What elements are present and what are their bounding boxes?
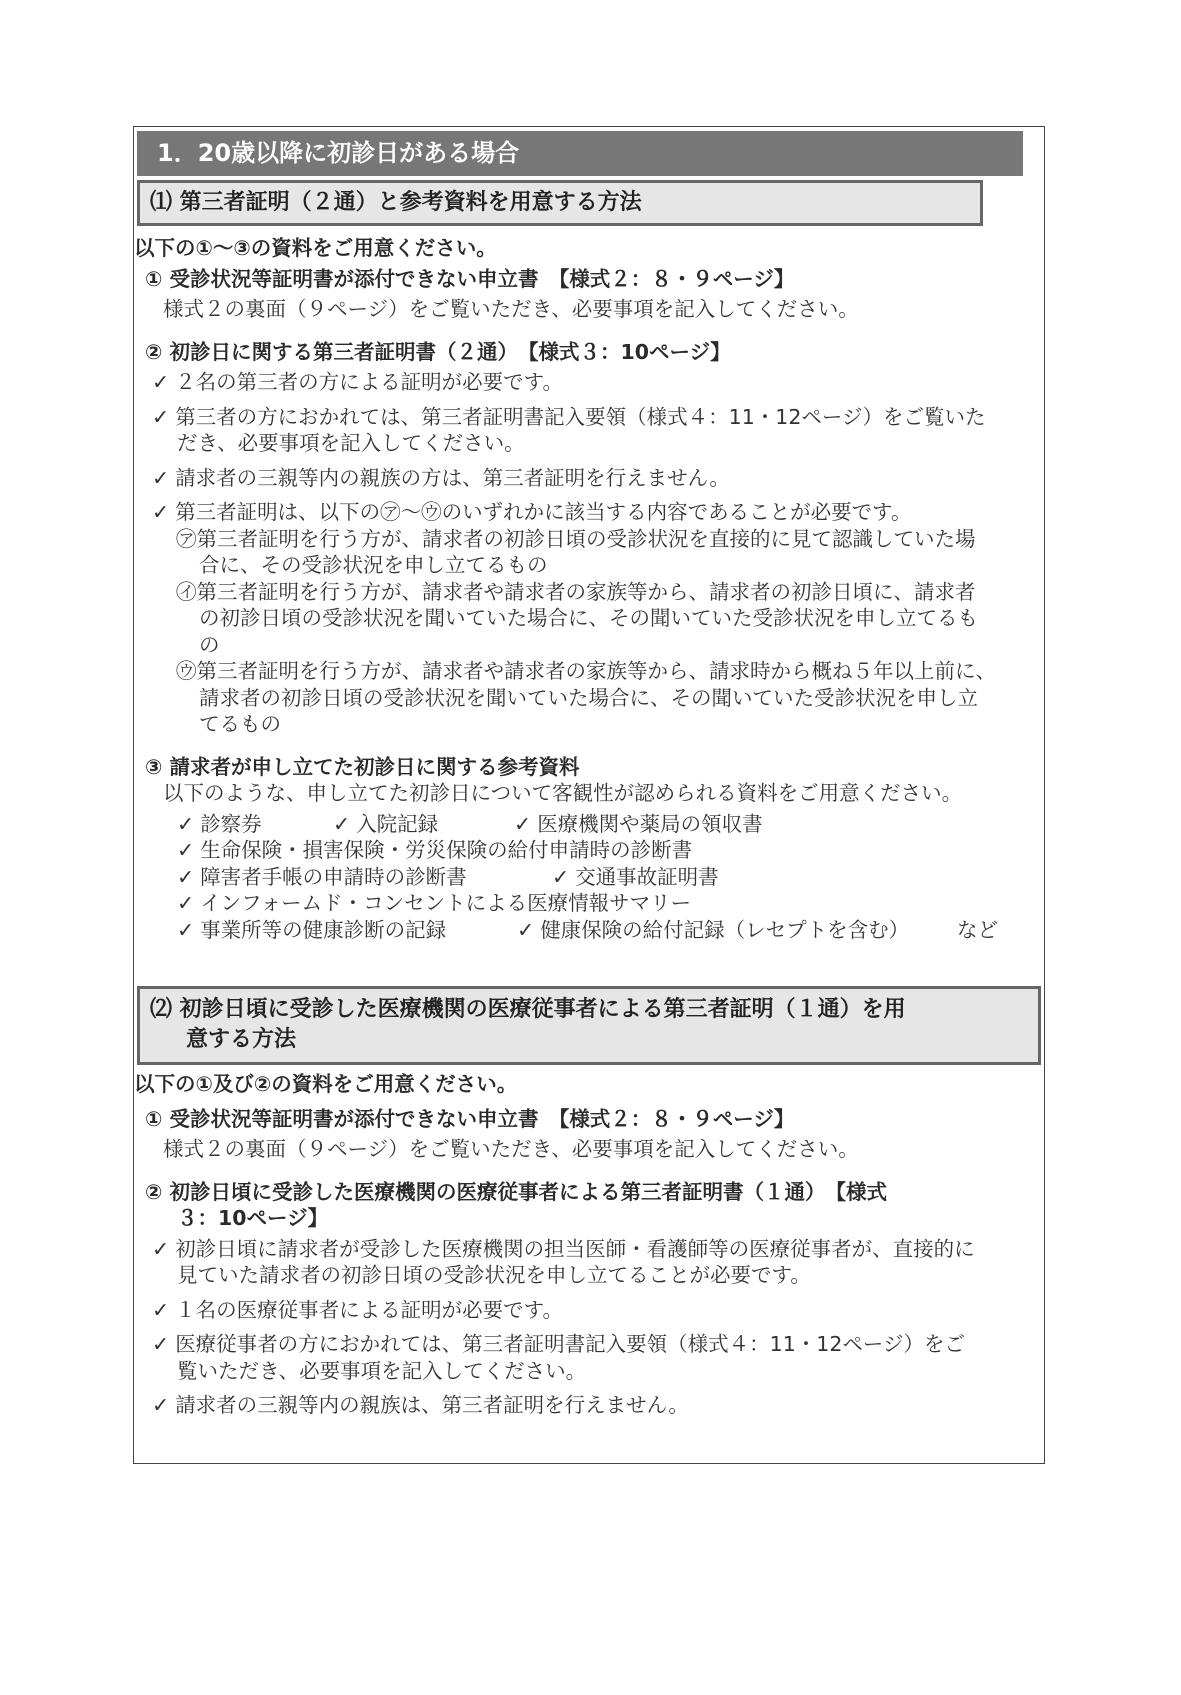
method1-intro: 以下の①～③の資料をご用意ください。 <box>134 236 497 260</box>
check-icon: ✓ <box>177 864 195 889</box>
subitem-u-cont: てるもの <box>199 712 281 736</box>
method1-content <box>134 235 1044 942</box>
document-frame <box>133 126 1045 1464</box>
check-icon: ✓ <box>517 917 535 942</box>
method2-heading-line: 意する方法 <box>186 1027 297 1052</box>
check-text-cont: 見ていた請求者の初診日頃の受診状況を申し立てることが必要です。 <box>177 1263 811 1287</box>
material-text: 生命保険・損害保険・労災保険の給付申請時の診断書 <box>200 838 693 862</box>
check-icon: ✓ <box>177 811 195 836</box>
material-text: 事業所等の健康診断の記録 <box>200 917 447 942</box>
materials-etc: など <box>957 917 998 942</box>
check-icon: ✓ <box>177 917 195 942</box>
item1-title: ① 受診状況等証明書が添付できない申立書 【様式２：８・９ページ】 <box>145 1106 795 1131</box>
item2-title: ② 初診日に関する第三者証明書（２通） 【様式３：10ページ】 <box>145 339 731 364</box>
check-icon: ✓ <box>514 811 532 836</box>
check-text: 医療従事者の方におかれては、第三者証明書記入要領（様式４：11・12ページ）をご <box>175 1332 965 1356</box>
check-icon: ✓ <box>152 370 170 394</box>
material-text: 交通事故証明書 <box>575 864 719 889</box>
check-text: 請求者の三親等内の親族の方は、第三者証明を行えません。 <box>175 465 730 490</box>
subitem-a-cont: 合に、その受診状況を申し立てるもの <box>199 553 548 577</box>
check-icon: ✓ <box>177 891 195 915</box>
check-item <box>134 1331 1044 1358</box>
material-item <box>177 807 262 837</box>
check-text: １名の医療従事者による証明が必要です。 <box>175 1297 564 1322</box>
subitem-u: ㋒第三者証明を行う方が、請求者や請求者の家族等から、請求時から概ね５年以上前に、 <box>176 659 996 683</box>
materials-row <box>134 807 1044 834</box>
material-item <box>177 886 691 916</box>
check-item <box>134 465 1044 492</box>
material-item <box>177 833 692 863</box>
check-item <box>134 1236 1044 1263</box>
check-item <box>134 369 1044 396</box>
method2-intro: 以下の①及び②の資料をご用意ください。 <box>134 1072 518 1096</box>
method2-heading <box>137 986 1041 1065</box>
check-icon: ✓ <box>152 1393 170 1417</box>
material-text: 診察券 <box>200 811 262 836</box>
subitem-a: ㋐第三者証明を行う方が、請求者の初診日頃の受診状況を直接的に見て認識していた場 <box>176 526 976 551</box>
item3-body: 以下のような、申し立てた初診日について客観性が認められる資料をご用意ください。 <box>163 781 963 805</box>
subitem-i-cont: の初診日頃の受診状況を聞いていた場合に、その聞いていた受診状況を申し立てるも <box>199 606 978 630</box>
materials-row <box>134 860 1044 887</box>
check-icon: ✓ <box>152 1332 170 1356</box>
material-item <box>514 807 763 837</box>
check-icon: ✓ <box>152 1297 170 1322</box>
item1-body: 様式２の裏面（９ページ）をご覧いただき、必要事項を記入してください。 <box>163 1137 859 1161</box>
method2-heading-line: ⑵ 初診日頃に受診した医療機関の医療従事者による第三者証明（１通）を用 <box>150 997 906 1022</box>
subitem-i: ㋑第三者証明を行う方が、請求者や請求者の家族等から、請求者の初診日頃に、請求者 <box>176 579 976 604</box>
check-item <box>134 1392 1044 1419</box>
material-text: 入院記録 <box>356 811 439 836</box>
item2-title-cont: ３：10ページ】 <box>177 1206 329 1230</box>
item1-body: 様式２の裏面（９ページ）をご覧いただき、必要事項を記入してください。 <box>163 297 859 321</box>
material-item <box>177 860 467 890</box>
check-text: 請求者の三親等内の親族は、第三者証明を行えません。 <box>175 1393 689 1417</box>
check-item <box>134 499 1044 526</box>
material-item <box>517 913 909 943</box>
material-text: 健康保険の給付記録（レセプトを含む） <box>540 917 910 942</box>
check-text-cont: だき、必要事項を記入してください。 <box>177 431 525 455</box>
method1-heading: ⑴ 第三者証明（２通）と参考資料を用意する方法 <box>137 180 983 226</box>
check-text: 第三者の方におかれては、第三者証明書記入要領（様式４：11・12ページ）をご覧いた <box>175 404 986 429</box>
check-text-cont: 覧いただき、必要事項を記入してください。 <box>177 1358 587 1383</box>
check-icon: ✓ <box>552 864 570 889</box>
item2-title: ② 初診日頃に受診した医療機関の医療従事者による第三者証明書（１通） 【様式 <box>145 1179 887 1204</box>
material-item <box>333 807 438 837</box>
check-icon: ✓ <box>152 404 170 429</box>
method2-content <box>134 1071 1044 1419</box>
item1-title: ① 受診状況等証明書が添付できない申立書 【様式２：８・９ページ】 <box>145 266 795 291</box>
check-icon: ✓ <box>152 500 170 524</box>
materials-row <box>134 886 1044 913</box>
material-text: 障害者手帳の申請時の診断書 <box>200 864 467 889</box>
material-item <box>177 913 446 943</box>
materials-row <box>134 833 1044 860</box>
check-text: ２名の第三者の方による証明が必要です。 <box>175 370 564 394</box>
material-item <box>552 860 719 890</box>
check-icon: ✓ <box>333 811 351 836</box>
subitem-u-cont: 請求者の初診日頃の受診状況を聞いていた場合に、その聞いていた受診状況を申し立 <box>199 685 978 710</box>
check-item <box>134 404 1044 431</box>
material-text: インフォームド・コンセントによる医療情報サマリー <box>200 891 692 915</box>
check-icon: ✓ <box>177 838 195 862</box>
section-title: 1．20歳以降に初診日がある場合 <box>137 131 1023 176</box>
check-icon: ✓ <box>152 1236 170 1261</box>
check-text: 初診日頃に請求者が受診した医療機関の担当医師・看護師等の医療従事者が、直接的に <box>175 1236 975 1261</box>
check-item <box>134 1297 1044 1324</box>
subitem-i-cont: の <box>199 632 220 657</box>
material-text: 医療機関や薬局の領収書 <box>537 811 763 836</box>
materials-row <box>134 913 1044 940</box>
check-icon: ✓ <box>152 465 170 490</box>
check-text: 第三者証明は、以下の㋐～㋒のいずれかに該当する内容であることが必要です。 <box>175 500 912 524</box>
item3-title: ③ 請求者が申し立てた初診日に関する参考資料 <box>145 754 580 779</box>
